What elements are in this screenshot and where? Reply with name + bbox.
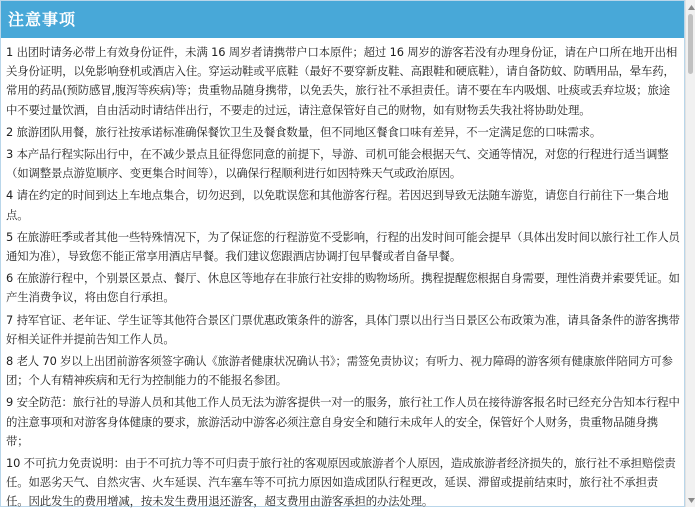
notice-item-8: 8 老人 70 岁以上出团前游客须签字确认《旅游者健康状况确认书》；需签免责协议；有听力、视力障碍的游客须有健康旅伴陪同方可参团；个人有精神疾病和无行为控制能力的不能报名参团。 <box>6 354 673 388</box>
notice-header <box>1 1 684 38</box>
notice-body <box>1 38 684 512</box>
notice-item-1: 1 出团时请务必带上有效身份证件，未满 16 周岁者请携带户口本原件；超过 16 周岁的游客若没有办理身份证，请在户口所在地开出相关身份证明，以免影响登机或酒店入住。穿运动鞋或平底鞋（最好不要穿新皮鞋、高跟鞋和硬底鞋），请自备防蚊、防晒用品，晕车药，常用的药品(预防感冒,腹泻等疾病)等；贵重物品随身携带，以免丢失，旅行社不承担责任。请不要在车内吸烟、吐痰或丢弃垃圾；旅途中不要过量饮酒，自由活动时请结伴出行，不要走的过远，请注意保管好自己的财物，如有财物丢失我社将协助处理。 <box>6 45 678 117</box>
notice-item-3: 3 本产品行程实际出行中，在不减少景点且征得您同意的前提下，导游、司机可能会根据天气、交通等情况，对您的行程进行适当调整（如调整景点游览顺序、变更集合时间等），以确保行程顺利进行如因特殊天气或政治原因。 <box>6 147 669 181</box>
notice-item-4: 4 请在约定的时间到达上车地点集合，切勿迟到，以免耽误您和其他游客行程。若因迟到导致无法随车游览，请您自行前往下一集合地点。 <box>6 188 669 222</box>
notice-item-9: 9 安全防范：旅行社的导游人员和其他工作人员无法为游客提供一对一的服务，旅行社工作人员在接待游客报名时已经充分告知本行程中的注意事项和对游客身体健康的要求，旅游活动中游客必须注意自身安全和随行未成年人的安全，保管好个人财务，贵重物品随身携带； <box>6 395 680 448</box>
notice-title: 注意事项 <box>8 10 77 29</box>
notice-item-2: 2 旅游团队用餐，旅行社按承诺标准确保餐饮卫生及餐食数量，但不同地区餐食口味有差异，不一定满足您的口味需求。 <box>6 124 602 139</box>
scroll-up-arrow-icon[interactable] <box>686 2 695 12</box>
scrollbar-thumb[interactable] <box>688 14 693 74</box>
notice-item-6: 6 在旅游行程中，个别景区景点、餐厅、休息区等地存在非旅行社安排的购物场所。携程提醒您根据自身需要，理性消费并索要凭证。如产生消费争议，将由您自行承担。 <box>6 271 680 305</box>
notice-item-5: 5 在旅游旺季或者其他一些特殊情况下，为了保证您的行程游览不受影响，行程的出发时间可能会提早（具体出发时间以旅行社工作人员通知为准），导致您不能正常享用酒店早餐。我们建议您跟酒店协调打包早餐或者自备早餐。 <box>6 229 680 264</box>
notice-item-10: 10 不可抗力免责说明：由于不可抗力等不可归责于旅行社的客观原因或旅游者个人原因，造成旅游者经济损失的，旅行社不承担赔偿责任。如恶劣天气、自然灾害、火车延误、汽车塞车等不可抗力原因如造成团队行程更改，延误、滞留或提前结束时，旅行社不承担责任。因此发生的费用增减，按未发生费用退还游客，超支费用由游客承担的办法处理。 <box>6 456 676 509</box>
notice-item-7: 7 持军官证、老年证、学生证等其他符合景区门票优惠政策条件的游客，具体门票以出行当日景区公布政策为准，请具备条件的游客携带好相关证件并提前告知工作人员。 <box>6 312 680 346</box>
scroll-down-arrow-icon[interactable] <box>686 495 695 505</box>
vertical-scrollbar[interactable] <box>685 0 695 507</box>
